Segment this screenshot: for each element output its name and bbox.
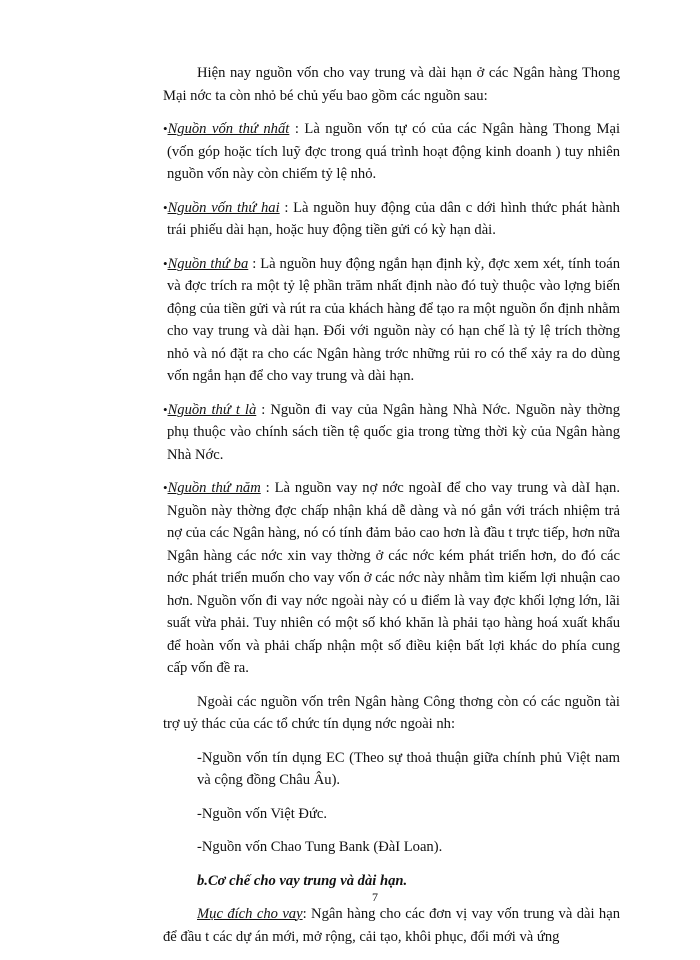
- purpose-text: : Ngân hàng cho các đơn vị vay vốn trung và dài hạn để đầu t các dự án mới, mở rộng, cải tạo, khôi phục, đổi mới và ứng: [163, 906, 620, 945]
- list-item: [163, 118, 620, 186]
- item-lead: Nguồn thứ ba: [167, 255, 249, 272]
- item-lead: Nguồn thứ năm: [167, 480, 261, 496]
- list-item: [163, 197, 620, 242]
- intro-paragraph: Hiện nay nguồn vốn cho vay trung và dài hạn ở các Ngân hàng Thong Mại nớc ta còn nhỏ bé chủ yếu bao gồm các nguồn sau:: [163, 65, 620, 104]
- item-text: : Là nguồn huy động của dân c dới hình thức phát hành trái phiếu dài hạn, hoặc huy động tiền gửi có kỳ hạn dài.: [167, 199, 620, 238]
- source-line: -Nguồn vốn Việt Đức.: [197, 805, 327, 822]
- item-lead: Nguồn thứ t là: [167, 401, 257, 418]
- purpose-paragraph: [163, 903, 620, 948]
- item-lead: Nguồn vốn thứ hai: [167, 199, 280, 216]
- section-heading: b.Cơ chế cho vay trung và dài hạn.: [197, 872, 408, 889]
- list-item: [163, 253, 620, 388]
- source-line: -Nguồn vốn Chao Tung Bank (ĐàI Loan).: [197, 839, 443, 855]
- purpose-lead: Mục đích cho vay: [197, 906, 303, 922]
- item-text: : Nguồn đi vay của Ngân hàng Nhà Nớc. Nguồn này thờng phụ thuộc vào chính sách tiền tệ quốc gia trong từng thời kỳ của Ngân hàng Nhà Nớc.: [167, 401, 620, 463]
- bullet-icon: •: [163, 121, 168, 136]
- item-text: : Là nguồn vay nợ nớc ngoàI để cho vay trung và dàI hạn. Nguồn này thờng đợc chấp nhận khá dễ dàng và nó gắn với trách nhiệm trả nợ của các Ngân hàng, nó có tính đảm bảo cao hơn là đầu t trực tiếp, hơn nữa Ngân hàng các nớc xin vay thờng ở các nớc kém phát triển hơn, do đó các nớc phát triển muốn cho vay vốn ở các nớc này nhằm tìm kiếm lợi nhuận cao hơn. Nguồn vốn đi vay nớc ngoài này có u điểm là vay đợc khối lợng lớn, lãi suất vừa phải. Tuy nhiên có một số khó khăn là phải tạo hàng hoá xuất khẩu để hoàn vốn và phải chấp nhận một số điều kiện bất lợi khác do phía cung cấp vốn đề ra.: [167, 480, 620, 676]
- item-text: : Là nguồn huy động ngắn hạn định kỳ, đợc xem xét, tính toán và đợc trích ra một tỷ lệ phần trăm nhất định nào đó tuỳ thuộc vào lợng biến động của tiền gửi và rút ra của khách hàng để tạo ra một nguồn ổn định nhằm cho vay trung và dài hạn. Đối với nguồn này có hạn chế là tỷ lệ trích thờng nhỏ và nó đặt ra cho các Ngân hàng trớc những rủi ro có thể xảy ra do dùng vốn ngắn hạn để cho vay trung và dài hạn.: [167, 255, 621, 384]
- source-line: -Nguồn vốn tín dụng EC (Theo sự thoả thuận giữa chính phủ Việt nam và cộng đồng Châu Âu).: [197, 749, 620, 788]
- page-number: 7: [372, 890, 378, 904]
- list-item: [163, 399, 620, 467]
- list-item: [163, 477, 620, 680]
- item-text: : Là nguồn vốn tự có của các Ngân hàng Thong Mại (vốn góp hoặc tích luỹ đợc trong quá trình hoạt động kinh doanh ) tuy nhiên nguồn vốn này còn chiếm tỷ lệ nhỏ.: [167, 121, 620, 182]
- bullet-icon: •: [163, 255, 168, 271]
- bullet-icon: •: [163, 199, 168, 215]
- other-sources-paragraph: Ngoài các nguồn vốn trên Ngân hàng Công thơng còn có các nguồn tài trợ uỷ thác của các tổ chức tín dụng nớc ngoài nh:: [163, 693, 620, 732]
- bullet-icon: •: [163, 401, 168, 417]
- item-lead: Nguồn vốn thứ nhất: [167, 121, 290, 137]
- bullet-icon: •: [163, 480, 168, 495]
